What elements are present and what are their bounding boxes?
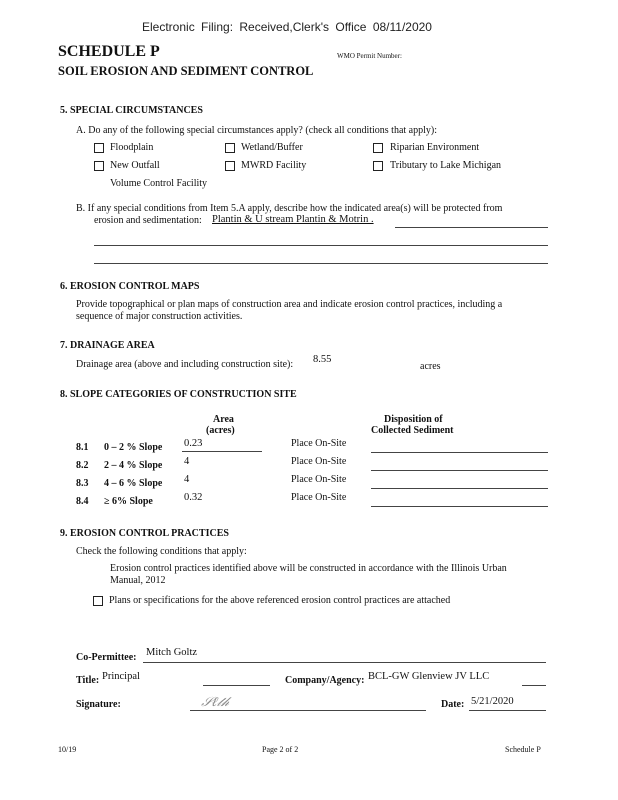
- company-label: Company/Agency:: [285, 675, 365, 686]
- line: [522, 685, 546, 686]
- copermittee-value[interactable]: Mitch Goltz: [146, 647, 198, 658]
- section-8-title: 8. SLOPE CATEGORIES OF CONSTRUCTION SITE: [60, 389, 297, 400]
- date-value[interactable]: 5/21/2020: [471, 696, 514, 707]
- option-label: Wetland/Buffer: [241, 142, 303, 153]
- line: [371, 488, 548, 489]
- section-5b-question: B. If any special conditions from Item 5.A apply, describe how the indicated area(s) will be protected from: [76, 203, 503, 214]
- slope-number: 8.4: [76, 496, 89, 507]
- section-9-condition-1-cont: Manual, 2012: [110, 575, 166, 586]
- slope-disposition-value[interactable]: Place On-Site: [291, 456, 347, 467]
- slope-disposition-value[interactable]: Place On-Site: [291, 492, 347, 503]
- answer-line: [94, 263, 548, 264]
- option-label: Floodplain: [110, 142, 154, 153]
- signature-image: 𝒮ℓ𝓉𝒽: [199, 695, 232, 710]
- section-9-condition-1: Erosion control practices identified above will be constructed in accordance with the Illinois Urban: [110, 563, 507, 574]
- slope-category: 4 – 6 % Slope: [104, 478, 163, 489]
- page-title: SCHEDULE P: [58, 43, 160, 60]
- option-label-volume: Volume Control Facility: [110, 178, 208, 189]
- slope-category: ≥ 6% Slope: [104, 496, 153, 507]
- section-5-title: 5. SPECIAL CIRCUMSTANCES: [60, 105, 203, 116]
- slope-area-value[interactable]: 0.23: [184, 438, 203, 449]
- slope-number: 8.1: [76, 442, 89, 453]
- option-label: New Outfall: [110, 160, 160, 171]
- line: [371, 506, 548, 507]
- area-header: Area: [213, 414, 234, 425]
- line: [203, 685, 270, 686]
- slope-disposition-value[interactable]: Place On-Site: [291, 474, 347, 485]
- answer-line: [94, 245, 548, 246]
- checkbox-floodplain[interactable]: [94, 143, 104, 153]
- permit-number-label: WMO Permit Number:: [337, 52, 402, 60]
- section-5b-question-cont: erosion and sedimentation:: [94, 215, 202, 226]
- line: [371, 452, 548, 453]
- line: [143, 662, 546, 663]
- slope-category: 0 – 2 % Slope: [104, 442, 163, 453]
- slope-disposition-value[interactable]: Place On-Site: [291, 438, 347, 449]
- option-label: Riparian Environment: [390, 142, 480, 153]
- drainage-area-label: Drainage area (above and including construction site):: [76, 359, 294, 370]
- section-9-instruction: Check the following conditions that apply:: [76, 546, 247, 557]
- disposition-header: Disposition of: [384, 414, 443, 425]
- area-header: (acres): [206, 425, 235, 436]
- drainage-area-value[interactable]: 8.55: [313, 354, 332, 365]
- section-6-text: Provide topographical or plan maps of construction area and indicate erosion control practices, including a: [76, 299, 503, 310]
- section-6-text: sequence of major construction activities.: [76, 311, 243, 322]
- section-7-title: 7. DRAINAGE AREA: [60, 340, 155, 351]
- footer-page-number: Page 2 of 2: [262, 745, 299, 754]
- slope-area-value[interactable]: 4: [184, 456, 190, 467]
- slope-number: 8.3: [76, 478, 89, 489]
- section-9-title: 9. EROSION CONTROL PRACTICES: [60, 528, 229, 539]
- line: [190, 710, 426, 711]
- option-label: MWRD Facility: [241, 160, 307, 171]
- footer-schedule: Schedule P: [505, 745, 541, 754]
- page-subtitle: SOIL EROSION AND SEDIMENT CONTROL: [58, 64, 314, 78]
- signature-label: Signature:: [76, 699, 121, 710]
- section-6-title: 6. EROSION CONTROL MAPS: [60, 281, 200, 292]
- drainage-area-unit: acres: [420, 361, 441, 372]
- section-5a-question: A. Do any of the following special circumstances apply? (check all conditions that apply):: [76, 125, 438, 136]
- line: [182, 451, 262, 452]
- section-9-condition-2: Plans or specifications for the above referenced erosion control practices are attached: [109, 595, 451, 606]
- title-label: Title:: [76, 675, 100, 686]
- checkbox-tributary[interactable]: [373, 161, 383, 171]
- copermittee-label: Co-Permittee:: [76, 652, 137, 663]
- slope-area-value[interactable]: 0.32: [184, 492, 203, 503]
- title-value[interactable]: Principal: [102, 671, 140, 682]
- footer-revision: 10/19: [58, 745, 77, 754]
- company-value[interactable]: BCL-GW Glenview JV LLC: [368, 671, 490, 682]
- checkbox-plans-attached[interactable]: [93, 596, 103, 606]
- checkbox-riparian[interactable]: [373, 143, 383, 153]
- section-5b-answer[interactable]: Plantin & U stream Plantin & Motrin .: [212, 214, 374, 225]
- filing-stamp: Electronic Filing: Received,Clerk's Office 08/11/2020: [142, 20, 432, 34]
- line: [371, 470, 548, 471]
- option-label: Tributary to Lake Michigan: [390, 160, 502, 171]
- checkbox-new-outfall[interactable]: [94, 161, 104, 171]
- date-label: Date:: [441, 699, 465, 710]
- checkbox-wetland[interactable]: [225, 143, 235, 153]
- slope-category: 2 – 4 % Slope: [104, 460, 163, 471]
- checkbox-mwrd[interactable]: [225, 161, 235, 171]
- answer-line: [395, 227, 548, 228]
- disposition-header: Collected Sediment: [371, 425, 454, 436]
- slope-area-value[interactable]: 4: [184, 474, 190, 485]
- slope-number: 8.2: [76, 460, 89, 471]
- line: [469, 710, 546, 711]
